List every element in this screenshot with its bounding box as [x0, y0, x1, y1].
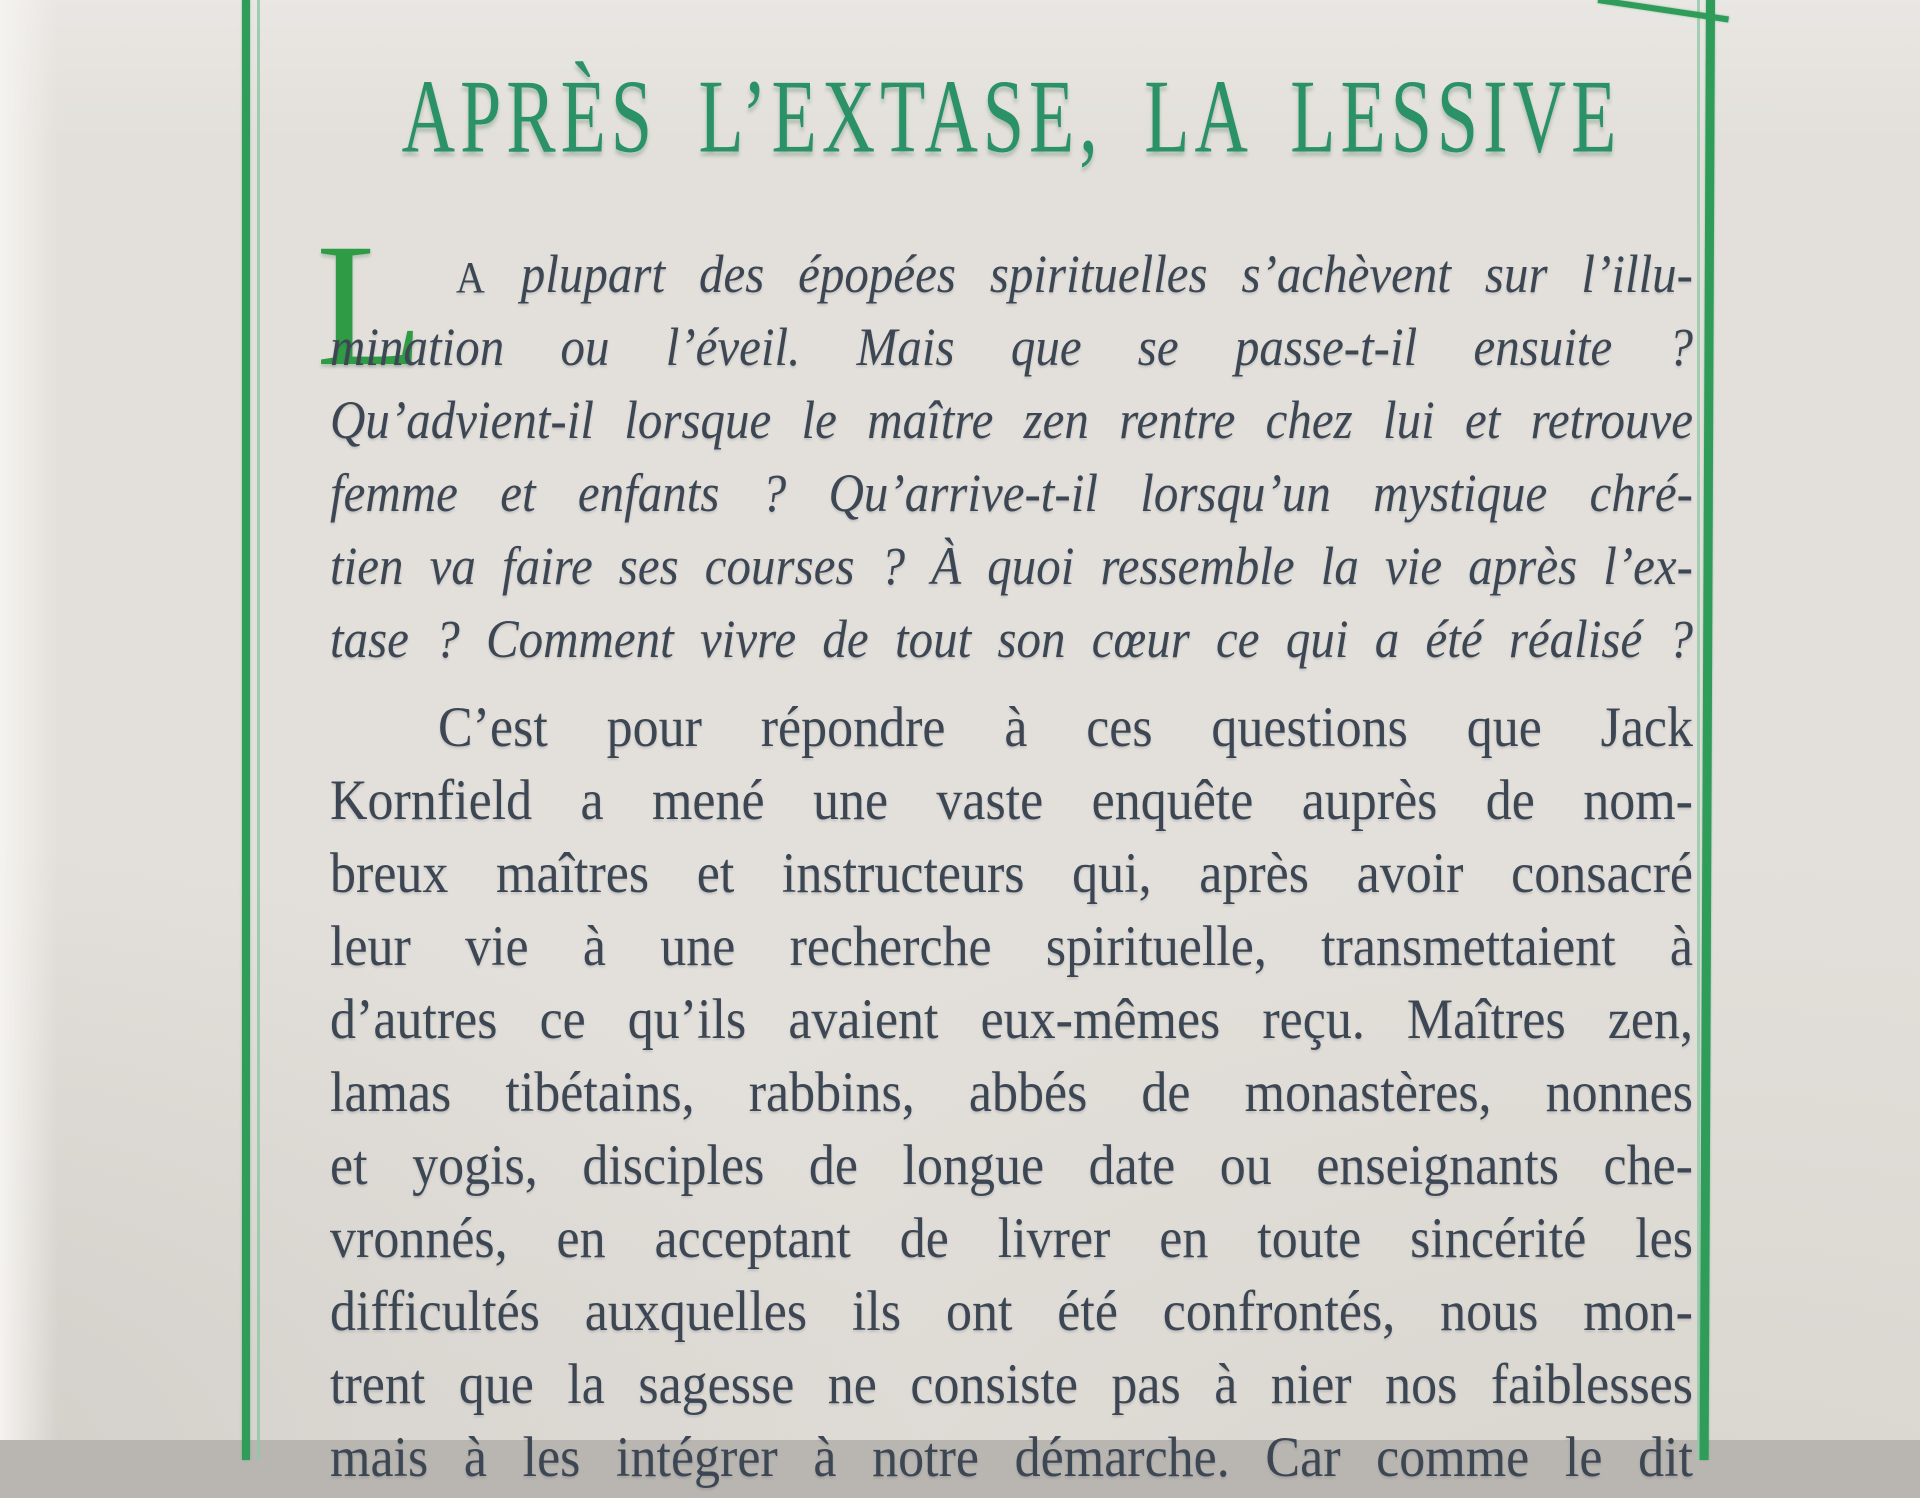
text-line: lamas tibétains, rabbins, abbés de monastères, nonnes — [330, 1061, 1693, 1125]
text-line: breux maîtres et instructeurs qui, après avoir consacré — [330, 842, 1693, 906]
text-line: trent que la sagesse ne consiste pas à nier nos faiblesses — [330, 1353, 1693, 1417]
small-cap-letter: A — [456, 252, 487, 302]
text-line: tase ? Comment vivre de tout son cœur ce qui a été réalisé ? — [330, 608, 1693, 670]
lead-line-1: plupart des épopées spirituelles s’achèvent sur l’illu- — [520, 243, 1693, 305]
frame-right-outer-rule — [1700, 0, 1715, 1460]
text-line: difficultés auxquelles ils ont été confrontés, nous mon- — [330, 1280, 1693, 1344]
text-line: vronnés, en acceptant de livrer en toute sincérité les — [330, 1207, 1693, 1271]
text-line: tien va faire ses courses ? À quoi ressemble la vie après l’ex- — [330, 535, 1693, 597]
body-lines — [330, 765, 1693, 1495]
text-line: et yogis, disciples de longue date ou enseignants che- — [330, 1134, 1693, 1198]
text-line: C’est pour répondre à ces questions que Jack — [438, 696, 1693, 760]
lead-paragraph — [316, 208, 1693, 676]
frame-left-inner-rule — [257, 0, 260, 1460]
body-paragraph — [330, 692, 1693, 1495]
drop-cap-letter: L — [316, 208, 424, 403]
text-line — [330, 234, 1693, 314]
frame-right-inner-rule — [1697, 0, 1700, 1460]
text-line: mination ou l’éveil. Mais que se passe-t-il ensuite ? — [330, 316, 1693, 378]
text-line: femme et enfants ? Qu’arrive-t-il lorsqu’un mystique chré- — [330, 462, 1693, 524]
text-line: Kornfield a mené une vaste enquête auprès de nom- — [330, 769, 1693, 833]
text-line: d’autres ce qu’ils avaient eux-mêmes reçu. Maîtres zen, — [330, 988, 1693, 1052]
text-line: Qu’advient-il lorsque le maître zen rentre chez lui et retrouve — [330, 389, 1693, 451]
text-line: mais à les intégrer à notre démarche. Car comme le dit — [330, 1426, 1693, 1490]
text-line: leur vie à une recherche spirituelle, transmettaient à — [330, 915, 1693, 979]
frame-left-outer-rule — [242, 0, 250, 1460]
page-title: APRÈS L’EXTASE, LA LESSIVE — [401, 59, 1622, 176]
lead-lines — [330, 311, 1693, 676]
